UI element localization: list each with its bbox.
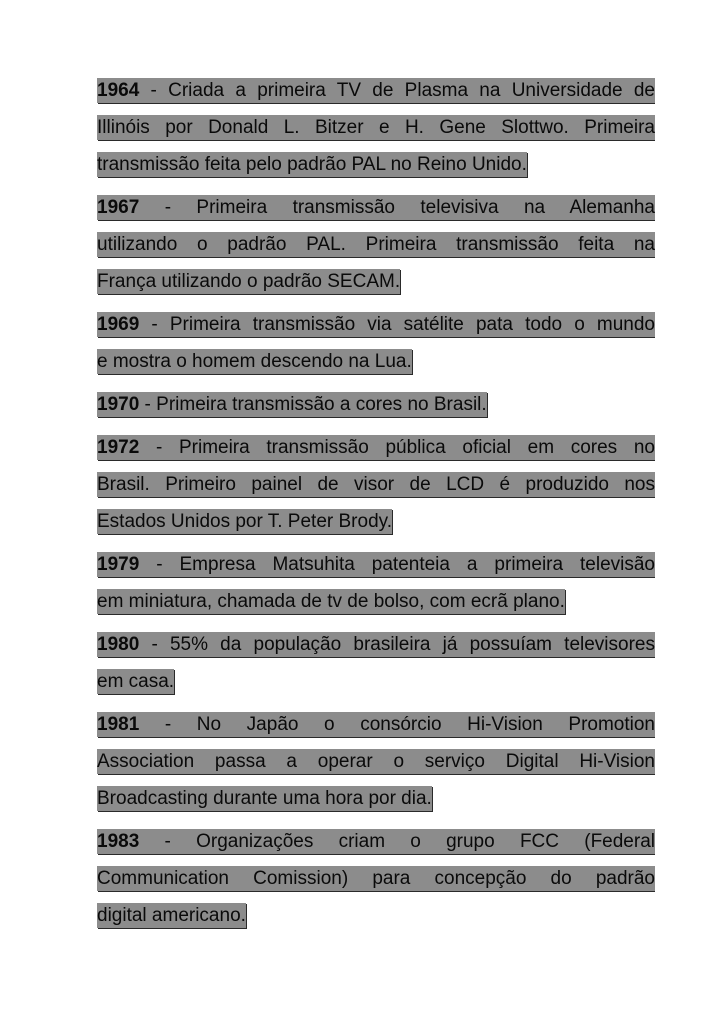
text-line xyxy=(97,226,655,263)
entry-text: - Primeira transmissão a cores no Brasil. xyxy=(139,394,487,415)
text-line xyxy=(97,743,655,780)
entry-text: Communication Comission) para concepção do padrão xyxy=(97,868,655,889)
highlighted-text xyxy=(97,195,655,220)
entry-text: em casa. xyxy=(97,671,175,692)
highlighted-text xyxy=(97,78,655,103)
text-line xyxy=(97,343,655,380)
entry-text: - No Japão o consórcio Hi-Vision Promotion xyxy=(139,714,655,735)
entry-year: 1964 xyxy=(97,80,140,101)
entry-text: - Organizações criam o grupo FCC (Federal xyxy=(139,831,655,852)
highlighted-text xyxy=(97,269,400,294)
entry-text: - Empresa Matsuhita patenteia a primeira televisão xyxy=(139,554,655,575)
text-line xyxy=(97,823,655,860)
highlighted-text xyxy=(97,435,655,460)
entry-text: - 55% da população brasileira já possuíam televisores xyxy=(139,634,655,655)
highlighted-text xyxy=(97,232,655,257)
entry-year: 1983 xyxy=(97,831,140,852)
highlighted-text xyxy=(97,632,655,657)
text-line xyxy=(97,466,655,503)
highlighted-text xyxy=(97,712,655,737)
text-line xyxy=(97,546,655,583)
highlighted-text xyxy=(97,829,655,854)
entry-text: - Primeira transmissão televisiva na Alemanha xyxy=(139,197,655,218)
entry-text: em miniatura, chamada de tv de bolso, com ecrã plano. xyxy=(97,591,565,612)
highlighted-text xyxy=(97,115,655,140)
entry-year: 1967 xyxy=(97,197,140,218)
entry-year: 1972 xyxy=(97,437,140,458)
text-line xyxy=(97,780,655,817)
timeline-entry xyxy=(97,72,655,183)
timeline-entry xyxy=(97,386,655,423)
text-line xyxy=(97,503,655,540)
text-line xyxy=(97,72,655,109)
text-line xyxy=(97,306,655,343)
entry-year: 1979 xyxy=(97,554,140,575)
entry-year: 1980 xyxy=(97,634,140,655)
highlighted-text xyxy=(97,312,655,337)
document-page xyxy=(97,72,655,940)
highlighted-text xyxy=(97,392,487,417)
text-line xyxy=(97,189,655,226)
highlighted-text xyxy=(97,472,655,497)
text-line xyxy=(97,109,655,146)
timeline-entry xyxy=(97,189,655,300)
entry-text: transmissão feita pelo padrão PAL no Reino Unido. xyxy=(97,154,527,175)
text-line xyxy=(97,706,655,743)
text-line xyxy=(97,663,655,700)
text-line xyxy=(97,263,655,300)
text-line xyxy=(97,386,655,423)
timeline-entry xyxy=(97,823,655,934)
entry-year: 1969 xyxy=(97,314,140,335)
entry-text: - Primeira transmissão via satélite pata todo o mundo xyxy=(139,314,655,335)
highlighted-text xyxy=(97,749,655,774)
text-line xyxy=(97,897,655,934)
text-line xyxy=(97,626,655,663)
timeline-entry xyxy=(97,306,655,380)
entry-text: Association passa a operar o serviço Digital Hi-Vision xyxy=(97,751,655,772)
highlighted-text xyxy=(97,786,432,811)
entry-text: Broadcasting durante uma hora por dia. xyxy=(97,788,432,809)
timeline-entry xyxy=(97,546,655,620)
entry-text: Illinóis por Donald L. Bitzer e H. Gene Slottwo. Primeira xyxy=(97,117,655,138)
entry-year: 1981 xyxy=(97,714,140,735)
highlighted-text xyxy=(97,552,655,577)
highlighted-text xyxy=(97,152,527,177)
highlighted-text xyxy=(97,349,412,374)
entry-text: utilizando o padrão PAL. Primeira transmissão feita na xyxy=(97,234,655,255)
timeline-entry xyxy=(97,626,655,700)
highlighted-text xyxy=(97,903,246,928)
text-line xyxy=(97,860,655,897)
entry-text: França utilizando o padrão SECAM. xyxy=(97,271,401,292)
text-line xyxy=(97,429,655,466)
entry-text: Brasil. Primeiro painel de visor de LCD é produzido nos xyxy=(97,474,655,495)
highlighted-text xyxy=(97,669,174,694)
timeline-entry xyxy=(97,706,655,817)
entry-year: 1970 xyxy=(97,394,140,415)
timeline-entry xyxy=(97,429,655,540)
highlighted-text xyxy=(97,509,392,534)
entry-text: Estados Unidos por T. Peter Brody. xyxy=(97,511,393,532)
entry-text: e mostra o homem descendo na Lua. xyxy=(97,351,412,372)
entry-text: digital americano. xyxy=(97,905,246,926)
entry-text: - Criada a primeira TV de Plasma na Universidade de xyxy=(139,80,655,101)
text-line xyxy=(97,583,655,620)
entry-text: - Primeira transmissão pública oficial em cores no xyxy=(139,437,655,458)
highlighted-text xyxy=(97,866,655,891)
highlighted-text xyxy=(97,589,565,614)
text-line xyxy=(97,146,655,183)
